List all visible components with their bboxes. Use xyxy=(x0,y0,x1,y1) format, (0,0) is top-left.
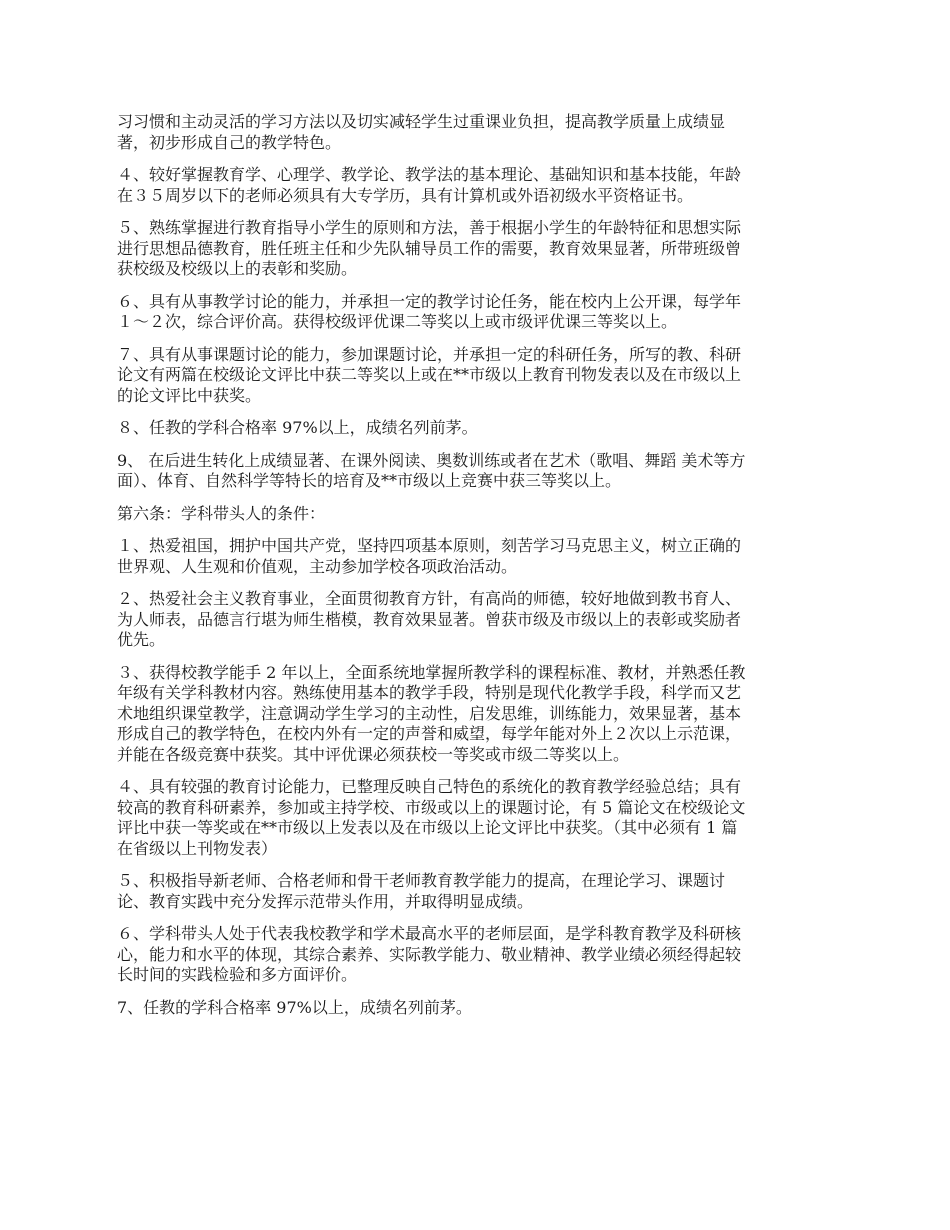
paragraph xyxy=(117,871,842,912)
text-line: 术地组织课堂教学，注意调动学生学习的主动性，启发思维，训练能力，效果显著，基本 xyxy=(117,703,742,723)
text-line: ４、较好掌握教育学、心理学、教学论、教学法的基本理论、基础知识和基本技能，年龄 xyxy=(117,165,742,184)
paragraph xyxy=(117,589,842,651)
text-line: 较高的教育科研素养，参加或主持学校、市级或以上的课题讨论，有 5 篇论文在校级论文 xyxy=(117,797,746,817)
text-line: ６、学科带头人处于代表我校教学和学术最高水平的老师层面，是学科教育教学及科研核 xyxy=(117,924,742,943)
text-line: 面）、体育、自然科学等特长的培育及**市级以上竞赛中获三等奖以上。 xyxy=(117,471,622,490)
text-line: 习习惯和主动灵活的学习方法以及切实减轻学生过重课业负担，提高教学质量上成绩显 xyxy=(117,112,726,131)
text-line: 在省级以上刊物发表） xyxy=(117,838,278,858)
text-line: 优先。 xyxy=(117,630,166,649)
text-line: ２、热爱社会主义教育事业，全面贯彻教育方针，有高尚的师德，较好地做到教书育人、 xyxy=(117,589,742,608)
paragraph xyxy=(117,451,842,492)
paragraph xyxy=(117,536,842,577)
paragraph xyxy=(117,292,842,333)
paragraph xyxy=(117,924,842,986)
paragraph xyxy=(117,218,842,280)
text-line: ７、具有从事课题讨论的能力，参加课题讨论，并承担一定的科研任务，所写的教、科研 xyxy=(117,344,742,364)
document-body xyxy=(117,112,842,1030)
text-line: ５、熟练掌握进行教育指导小学生的原则和方法，善于根据小学生的年龄特征和思想实际 xyxy=(117,218,742,237)
text-line: 为人师表，品德言行堪为师生楷模，教育效果显著。曾获市级及市级以上的表彰或奖励者 xyxy=(117,609,742,629)
text-line: ５、积极指导新老师、合格老师和骨干老师教育教学能力的提高，在理论学习、课题讨 xyxy=(117,871,726,890)
text-line: 并能在各级竞赛中获奖。其中评优课必须获校一等奖或市级二等奖以上。 xyxy=(117,744,630,764)
text-line: 论文有两篇在校级论文评比中获二等奖以上或在**市级以上教育刊物发表以及在市级以上 xyxy=(117,365,742,384)
text-line: 9、 在后进生转化上成绩显著、在课外阅读、奥数训练或者在艺术（歌唱、舞蹈 美术等方 xyxy=(117,450,746,470)
paragraph xyxy=(117,998,842,1019)
text-line: 在３５周岁以下的老师必须具有大专学历，具有计算机或外语初级水平资格证书。 xyxy=(117,185,694,205)
text-line: ８、任教的学科合格率 97%以上，成绩名列前茅。 xyxy=(117,418,478,437)
text-line: 的论文评比中获奖。 xyxy=(117,385,262,405)
text-line: 心，能力和水平的体现，其综合素养、实际教学能力、敬业精神、教学业绩必须经得起较 xyxy=(117,944,742,964)
paragraph xyxy=(117,504,842,525)
text-line: 评比中获一等奖或在**市级以上发表以及在市级以上论文评比中获奖。（其中必须有 1 篇 xyxy=(117,818,738,837)
text-line: 世界观、人生观和价值观，主动参加学校各项政治活动。 xyxy=(117,556,518,576)
paragraph xyxy=(117,345,842,407)
text-line: 形成自己的教学特色，在校内外有一定的声誉和威望，每学年能对外上２次以上示范课， xyxy=(117,724,742,743)
text-line: 第六条：学科带头人的条件： xyxy=(117,503,326,523)
paragraph xyxy=(117,777,842,859)
text-line: 年级有关学科教材内容。熟练使用基本的教学手段，特别是现代化教学手段，科学而又艺 xyxy=(117,683,742,702)
text-line: ３、获得校教学能手 2 年以上，全面系统地掌握所教学科的课程标准、教材，并熟悉任教 xyxy=(117,662,746,682)
paragraph xyxy=(117,165,842,206)
text-line: 著，初步形成自己的教学特色。 xyxy=(117,132,342,152)
text-line: 进行思想品德教育，胜任班主任和少先队辅导员工作的需要，教育效果显著，所带班级曾 xyxy=(117,238,742,258)
text-line: １～２次，综合评价高。获得校级评优课二等奖以上或市级评优课三等奖以上。 xyxy=(117,312,678,331)
text-line: ４、具有较强的教育讨论能力，已整理反映自己特色的系统化的教育教学经验总结；具有 xyxy=(117,777,742,796)
text-line: １、热爱祖国，拥护中国共产党，坚持四项基本原则，刻苦学习马克思主义，树立正确的 xyxy=(117,536,742,555)
paragraph xyxy=(117,418,842,439)
paragraph xyxy=(117,112,842,153)
paragraph xyxy=(117,663,842,766)
text-line: 获校级及校级以上的表彰和奖励。 xyxy=(117,259,358,278)
text-line: ６、具有从事教学讨论的能力，并承担一定的教学讨论任务，能在校内上公开课，每学年 xyxy=(117,291,742,311)
text-line: 7、任教的学科合格率 97%以上，成绩名列前茅。 xyxy=(117,997,472,1017)
text-line: 论、教育实践中充分发挥示范带头作用，并取得明显成绩。 xyxy=(117,891,534,911)
text-line: 长时间的实践检验和多方面评价。 xyxy=(117,965,358,984)
